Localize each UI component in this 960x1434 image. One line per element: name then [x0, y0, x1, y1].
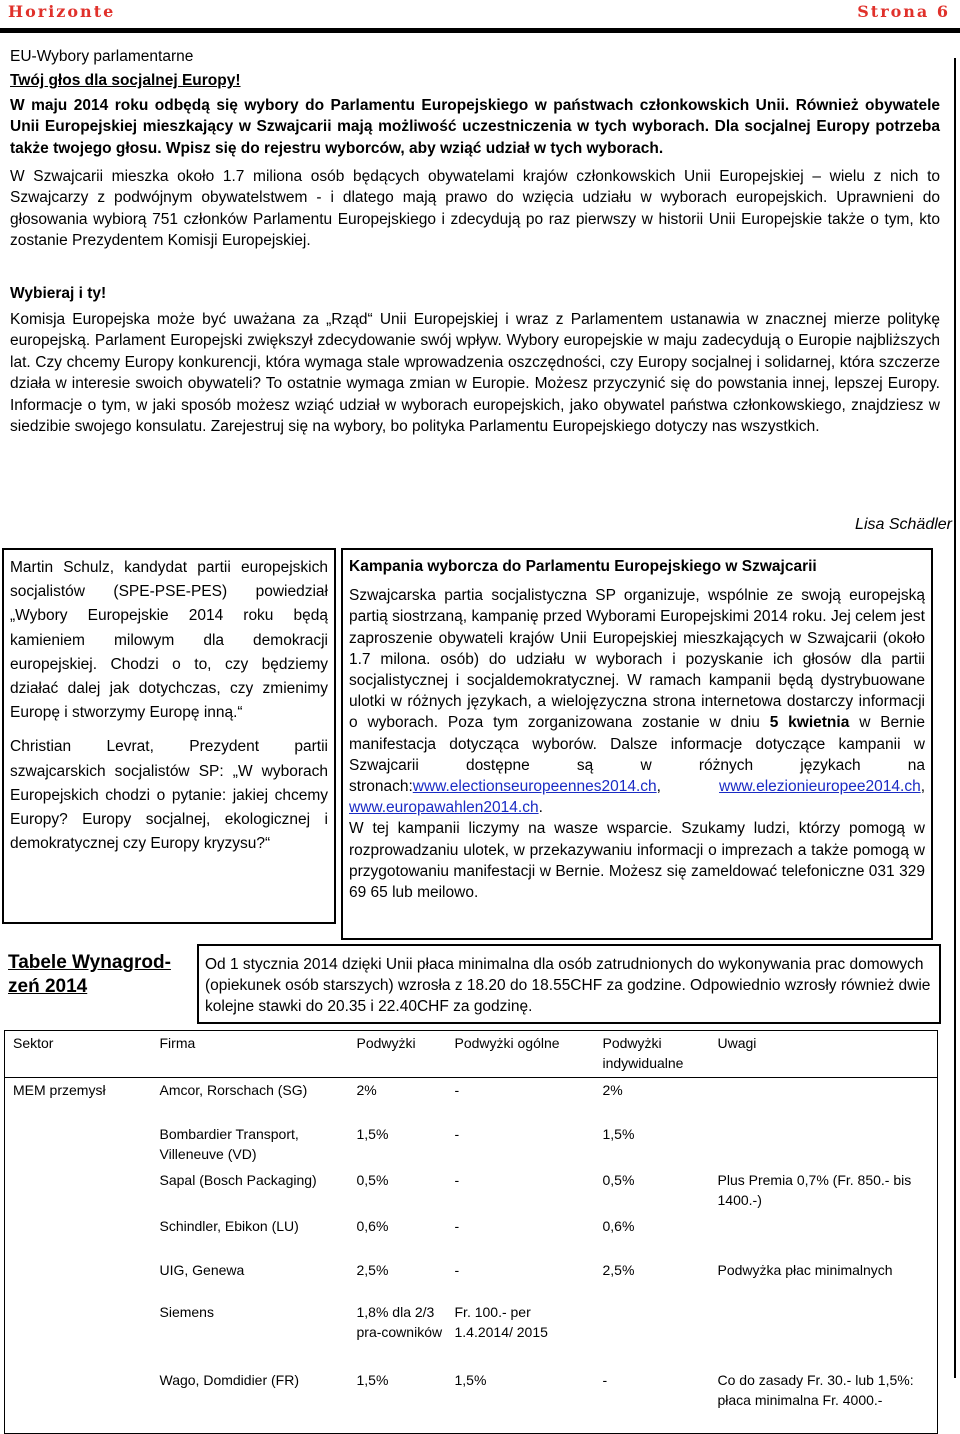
- table-row: [5, 1214, 938, 1258]
- page-header: [0, 0, 960, 34]
- cell-indywidualne: 0,6%: [602, 1217, 635, 1234]
- cell-ogolne: Fr. 100.- per 1.4.2014/ 2015: [454, 1303, 548, 1340]
- col-podwyzki-ogolne: Podwyżki ogólne: [454, 1035, 560, 1051]
- publication-name: Horizonte: [8, 2, 116, 21]
- table-row: [5, 1300, 938, 1368]
- col-sektor: Sektor: [13, 1035, 54, 1051]
- cell-sektor: [5, 1168, 152, 1214]
- lead-paragraph: W maju 2014 roku odbędą się wybory do Parlamentu Europejskiego w państwach członkowskich Unii. Również obywatele Unii Europejskiej mieszkający w Szwajcarii mają możliwość uczestniczenia w tych wyborach. Dla socjalnej Europy potrzeba także twojego głosu. Wpisz się do rejestru wyborców, aby wziąć udział w tych wyborach.: [10, 96, 940, 157]
- cell-uwagi: Podwyżka płac minimalnych: [717, 1261, 893, 1278]
- cell-indywidualne: 2%: [602, 1082, 623, 1098]
- main-article: [10, 44, 940, 438]
- minimum-wage-note: Od 1 stycznia 2014 dzięki Unii płaca minimalna dla osób zatrudnionych do wykonywania prac domowych (opiekunek osób starszych) wzrosła z 18.20 do 18.55CHF za godzine. Odpowiednio wzrosły również dwie kolejne stawki do 20.35 i 22.40CHF za godzinę.: [197, 944, 941, 1024]
- cell-ogolne: -: [454, 1125, 460, 1142]
- cell-uwagi: Plus Premia 0,7% (Fr. 850.- bis 1400.-): [717, 1171, 912, 1208]
- campaign-body: Szwajcarska partia socjalistyczna SP organizuje, wspólnie ze swoją europejską partią siostrzaną, kampanię przed Wyborami Europejskimi 2014 roku. Jej celem jest zaproszenie obywateli krajów Unii Europejskiej mieszkających w Szwajcarii (około 1.7 milona. osób) do udziału w wyborach i pozyskanie ich głosów dla partii socjalistycznej i socjaldemokratycznej. W ramach kampanii będą dystrybuowane ulotki w różnych językach, a wielojęzyczna strona internetowa dostarczy informacji o wyborach. Poza tym zorganizowana zostanie w dniu 5 kwietnia w Bernie manifestacja dotycząca wyborów. Dalsze informacje dotyczące kampanii w Szwajcarii dostępne są w różnych językach na stronach:www.electionseuropeennes2014.ch, www.elezionieuropee2014.ch, www.europawahlen2014.ch.: [349, 587, 926, 817]
- right-edge-rule: [954, 58, 956, 1378]
- cell-firma: Sapal (Bosch Packaging): [159, 1171, 317, 1188]
- table-row: [5, 1122, 938, 1168]
- cell-firma: Siemens: [159, 1303, 214, 1320]
- cell-sektor: [5, 1300, 152, 1368]
- table-row: [5, 1078, 938, 1122]
- cell-sektor: [5, 1258, 152, 1300]
- table-row: [5, 1258, 938, 1300]
- col-firma: Firma: [159, 1035, 196, 1051]
- cell-uwagi: [710, 1122, 938, 1168]
- cell-ogolne: -: [454, 1171, 460, 1188]
- cell-sektor: [5, 1122, 152, 1168]
- table-row: [5, 1168, 938, 1214]
- campaign-call: W tej kampanii liczymy na wasze wsparcie. Szukamy ludzi, którzy pomogą w rozprowadzaniu ulotek, w przekazywaniu informacji o imprezach a także pomogą w przygotowaniu manifestacji w Bernie. Możesz się zameldować telefoniczne 031 329 69 65 lub meilowo.: [349, 820, 925, 902]
- wage-table: [4, 1030, 938, 1434]
- cell-ogolne: 1,5%: [454, 1371, 487, 1388]
- cell-podwyzki: 1,5%: [356, 1125, 389, 1142]
- campaign-title: Kampania wyborcza do Parlamentu Europejskiego w Szwajcarii: [349, 558, 817, 575]
- table-header-row: [5, 1031, 938, 1078]
- col-podwyzki-indywidualne: Podwyżki indywidualne: [602, 1035, 684, 1071]
- cell-indywidualne: 2,5%: [602, 1261, 635, 1278]
- cell-podwyzki: 0,5%: [356, 1171, 389, 1188]
- article-kicker: EU-Wybory parlamentarne: [10, 48, 194, 65]
- cell-firma: Schindler, Ebikon (LU): [159, 1217, 299, 1234]
- cell-indywidualne: -: [602, 1371, 608, 1388]
- cell-podwyzki: 0,6%: [356, 1217, 389, 1234]
- campaign-text-1: Szwajcarska partia socjalistyczna SP organizuje, wspólnie ze swoją europejską partią siostrzaną, kampanię przed Wyborami Europejskimi 2014 roku. Jej celem jest zaproszenie obywateli krajów Unii Europejskiej mieszkających w Szwajcarii (około 1.7 milona. osób) do udziału w wyborach i pozyskanie ich głosów dla partii socjalistycznej i socjaldemokratycznej. W ramach kampanii będą dystrybuowane ulotki w różnych językach, a wielojęzyczna strona internetowa dostarczy informacji o wyborach. Poza tym zorganizowana zostanie w dniu: [349, 587, 925, 732]
- author-signature: Lisa Schädler: [855, 516, 952, 533]
- quote-schulz: Martin Schulz, kandydat partii europejskich socjalistów (SPE-PSE-PES) powiedział „Wybory Europejskie 2014 roku będą kamieniem milowym dla demokracji europejskiej. Chodzi o to, czy będziemy działać dalej jak dotychczas, czy zmienimy Europę i stworzymy Europę inną.“: [10, 559, 328, 722]
- subheading: Wybieraj i ty!: [10, 284, 107, 302]
- cell-firma: Bombardier Transport, Villeneuve (VD): [159, 1125, 299, 1162]
- quote-levrat: Christian Levrat, Prezydent partii szwajcarskich socjalistów SP: „W wyborach Europejskich chodzi o pytanie: jakiej chcemy Europy? Europy socjalnej, ekologicznej i demokratycznej czy Europy kryzysu?“: [10, 738, 328, 853]
- cell-sektor: [5, 1214, 152, 1258]
- cell-firma: Amcor, Rorschach (SG): [159, 1082, 308, 1098]
- cell-podwyzki: 1,8% dla 2/3 pra-cowników: [356, 1303, 443, 1340]
- page-number: Strona 6: [857, 2, 950, 21]
- table-row: [5, 1368, 938, 1434]
- cell-podwyzki: 2,5%: [356, 1261, 389, 1278]
- link-europawahlen[interactable]: www.europawahlen2014.ch: [349, 799, 539, 817]
- link-electionseuropeennes[interactable]: www.electionseuropeennes2014.ch: [412, 778, 657, 796]
- body-paragraph-1: W Szwajcarii mieszka około 1.7 miliona osób będących obywatelami krajów członkowskich Unii Europejskiej – wielu z nich to Szwajcarzy z podwójnym obywatelstwem - i dlatego mają prawo do wzięcia udziału w wyborach europejskich. Uprawnieni do głosowania wybiorą 751 członków Parlamentu Europejskiego i zdecydują po raz pierwszy w historii Unii Europejskie także o tym, kto zostanie Prezydentem Komisji Europejskiej.: [10, 168, 940, 250]
- cell-firma: Wago, Domdidier (FR): [159, 1371, 300, 1388]
- col-podwyzki: Podwyżki: [356, 1035, 416, 1051]
- header-rule: [0, 28, 960, 33]
- campaign-date: 5 kwietnia: [769, 714, 850, 732]
- wages-title: Tabele Wynagrod-zeń 2014: [8, 952, 171, 997]
- col-uwagi: Uwagi: [717, 1035, 757, 1051]
- cell-uwagi: [710, 1078, 938, 1122]
- cell-indywidualne: 1,5%: [602, 1125, 635, 1142]
- cell-ogolne: -: [454, 1217, 460, 1234]
- campaign-text-2: w Bernie manifestacja dotycząca wyborów. Dalsze informacje dotyczące kampanii w Szwajcarii dostępne są w różnych językach na stronach:: [349, 714, 926, 796]
- cell-sektor: [5, 1368, 152, 1434]
- quotes-box: [2, 548, 336, 924]
- campaign-box: [341, 548, 933, 940]
- cell-uwagi: [710, 1300, 938, 1368]
- cell-podwyzki: 2%: [356, 1082, 377, 1098]
- cell-firma: UIG, Genewa: [159, 1261, 245, 1278]
- cell-ogolne: -: [454, 1261, 460, 1278]
- cell-indywidualne: [595, 1300, 710, 1368]
- article-title: Twój głos dla socjalnej Europy!: [10, 72, 241, 90]
- cell-podwyzki: 1,5%: [356, 1371, 389, 1388]
- body-paragraph-2: Komisja Europejska może być uważana za „Rząd“ Unii Europejskiej i wraz z Parlamentem ustanawia w znacznej mierze politykę europejską. Parlament Europejski zwiększył zdecydowanie swój wpływ. Wybory europejskie w maju zadecydują o Europie najbliższych lat. Czy chcemy Europy konkurencji, która wymaga stale wprowadzenia oszczędności, czy Europy socjalnej i solidarnej, która szczerze działa w interesie swoich obywateli? To ostatnie wymaga zmian w Europie. Możesz przyczynić się do powstania innej, lepszej Europy. Informacje o tym, w jaki sposób możesz wziąć udział w wyborach europejskich, jako obywatel państwa członkowskiego, znajdziesz w siedzibie swojego konsulatu. Zarejestruj się na wybory, bo polityka Parlamentu Europejskiego dotyczy nas wszystkich.: [10, 311, 940, 436]
- cell-uwagi: Co do zasady Fr. 30.- lub 1,5%: płaca minimalna Fr. 4000.-: [717, 1371, 914, 1408]
- cell-indywidualne: 0,5%: [602, 1171, 635, 1188]
- cell-ogolne: -: [454, 1082, 460, 1098]
- cell-uwagi: [710, 1214, 938, 1258]
- cell-sektor: MEM przemysł: [13, 1082, 106, 1098]
- link-elezionieuropee[interactable]: www.elezionieuropee2014.ch: [719, 778, 921, 796]
